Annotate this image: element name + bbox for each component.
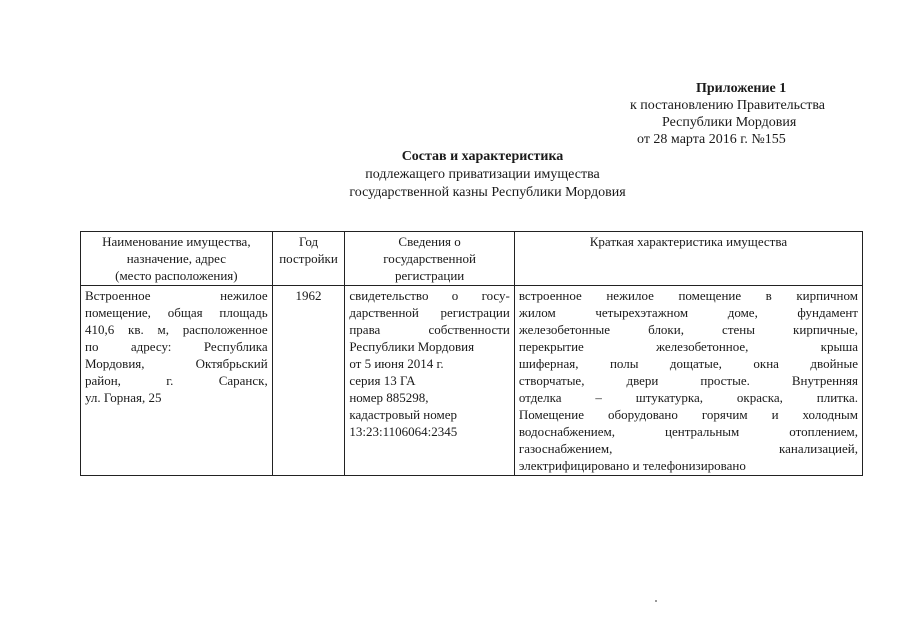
cell-line: жилом четырехэтажном доме, фундамент (518, 305, 858, 320)
heading-subtitle-1: подлежащего приватизации имущества (365, 167, 600, 182)
cell-line: дарственной регистрации (349, 305, 510, 320)
cell-line: железобетонные блоки, стены кирпичные, (518, 322, 858, 337)
cell-line: Республики Мордовия (349, 339, 475, 354)
appendix-line-3: Республики Мордовия (662, 115, 797, 130)
cell-line: Помещение оборудовано горячим и холодным (518, 407, 858, 422)
heading-title: Состав и характеристика (401, 149, 564, 164)
header-description-cell (514, 232, 862, 286)
cell-line: права собственности (349, 322, 510, 337)
cell-line: ул. Горная, 25 (85, 390, 162, 405)
cell-line: помещение, общая площадь (85, 305, 268, 320)
table-header-row (81, 232, 863, 286)
table-row (81, 286, 863, 476)
cell-name (81, 286, 273, 476)
heading-subtitle-2: государственной казны Республики Мордовия (349, 185, 626, 200)
appendix-block (600, 80, 880, 148)
cell-line: водоснабжением, центральным отоплением, (518, 424, 858, 439)
cell-description (514, 286, 862, 476)
cell-line: створчатые, двери простые. Внутренняя (518, 373, 858, 388)
header-text: постройки (279, 251, 338, 266)
appendix-line-4: от 28 марта 2016 г. №155 (637, 132, 786, 147)
cell-line: от 5 июня 2014 г. (349, 356, 444, 371)
header-text: Краткая характеристика имущества (589, 234, 788, 249)
document-heading (0, 148, 905, 202)
header-text: Наименование имущества, (102, 234, 251, 249)
header-text: (место расположения) (115, 268, 238, 283)
header-name-cell (81, 232, 273, 286)
cell-line: отделка – штукатурка, окраска, плитка. (518, 390, 858, 405)
cell-registration (345, 286, 515, 476)
cell-line: шиферная, полы дощатые, окна двойные (518, 356, 858, 371)
cell-line: район, г. Саранск, (85, 373, 268, 388)
header-registration-cell (345, 232, 515, 286)
cell-line: газоснабжением, канализацией, (518, 441, 858, 456)
header-year-cell (272, 232, 345, 286)
appendix-title: Приложение 1 (696, 81, 787, 96)
header-text: регистрации (394, 268, 465, 283)
cell-line: свидетельство о госу- (349, 288, 510, 303)
property-table (80, 231, 863, 476)
cell-line: Мордовия, Октябрьский (85, 356, 268, 371)
cell-line: серия 13 ГА (349, 373, 416, 388)
cell-line: кадастровый номер (349, 407, 458, 422)
cell-line: по адресу: Республика (85, 339, 268, 354)
header-text: Год (298, 234, 319, 249)
cell-year: 1962 (272, 286, 345, 476)
header-text: Сведения о (398, 234, 461, 249)
header-text: назначение, адрес (126, 251, 226, 266)
appendix-line-2: к постановлению Правительства (630, 98, 826, 113)
cell-line: встроенное нежилое помещение в кирпичном (518, 288, 858, 303)
cell-line: Встроенное нежилое (85, 288, 268, 303)
cell-line: электрифицировано и телефонизировано (518, 458, 746, 473)
cell-line: перекрытие железобетонное, крыша (518, 339, 858, 354)
cell-line: номер 885298, (349, 390, 429, 405)
header-text: государственной (383, 251, 476, 266)
scan-speck (655, 600, 657, 602)
cell-line: 410,6 кв. м, расположенное (85, 322, 268, 337)
cell-line: 13:23:1106064:2345 (349, 424, 458, 439)
